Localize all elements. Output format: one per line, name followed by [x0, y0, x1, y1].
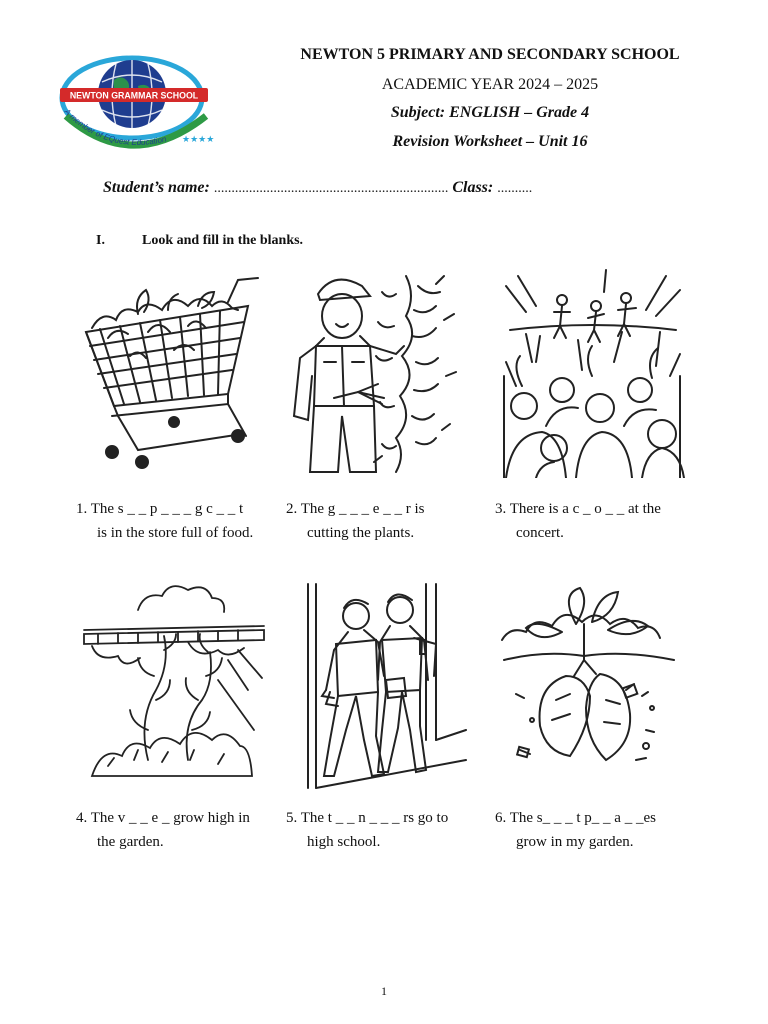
question-3-line2: concert.: [516, 525, 564, 541]
question-6-line2: grow in my garden.: [516, 834, 634, 850]
question-2-line1: 2. The g _ _ _ e _ _ r is: [286, 501, 425, 517]
question-1-line1: 1. The s _ _ p _ _ _ g c _ _ t: [76, 501, 244, 517]
logo-name: NEWTON GRAMMAR SCHOOL: [69, 90, 199, 101]
picture-concert-crowd: [496, 266, 688, 478]
page-number: 1: [381, 984, 387, 998]
question-6: [495, 806, 715, 854]
worksheet-title: Revision Worksheet – Unit 16: [392, 133, 588, 150]
logo-stars: ★★★★: [182, 134, 215, 144]
picture-shopping-cart: [78, 266, 270, 478]
question-1-line2: is in the store full of food.: [97, 525, 254, 541]
picture-sweet-potatoes: [496, 580, 688, 792]
picture-gardener: [286, 266, 478, 478]
student-info-row: [103, 179, 532, 197]
question-4: [76, 806, 281, 854]
question-2: [286, 497, 491, 545]
question-4-line1: 4. The v _ _ e _ grow high in: [76, 810, 250, 826]
student-name-label: Student’s name:: [103, 179, 210, 196]
section-instruction: Look and fill in the blanks.: [142, 233, 304, 248]
question-6-line1: 6. The s_ _ _ t p_ _ a _ _es: [495, 810, 656, 826]
question-3-line1: 3. There is a c _ o _ _ at the: [495, 501, 661, 517]
question-5-line2: high school.: [307, 834, 381, 850]
question-3: [495, 497, 715, 545]
picture-teenagers: [286, 580, 478, 792]
subject-line: Subject: ENGLISH – Grade 4: [390, 104, 590, 121]
picture-vines-on-wall: [78, 580, 270, 792]
question-4-line2: the garden.: [97, 834, 164, 850]
class-blank[interactable]: ..........: [497, 181, 533, 196]
school-logo: [52, 46, 216, 168]
logo-tagline: A member of EQuest Education: [62, 107, 168, 147]
question-2-line2: cutting the plants.: [307, 525, 415, 541]
student-name-blank[interactable]: ...................................................................: [213, 181, 449, 196]
academic-year: ACADEMIC YEAR 2024 – 2025: [381, 76, 599, 93]
question-5-line1: 5. The t _ _ n _ _ _ rs go to: [286, 810, 449, 826]
school-name: NEWTON 5 PRIMARY AND SECONDARY SCHOOL: [300, 46, 680, 63]
section-number: I.: [96, 233, 105, 248]
class-label: Class:: [452, 179, 494, 196]
question-5: [286, 806, 491, 854]
question-1: [76, 497, 281, 545]
